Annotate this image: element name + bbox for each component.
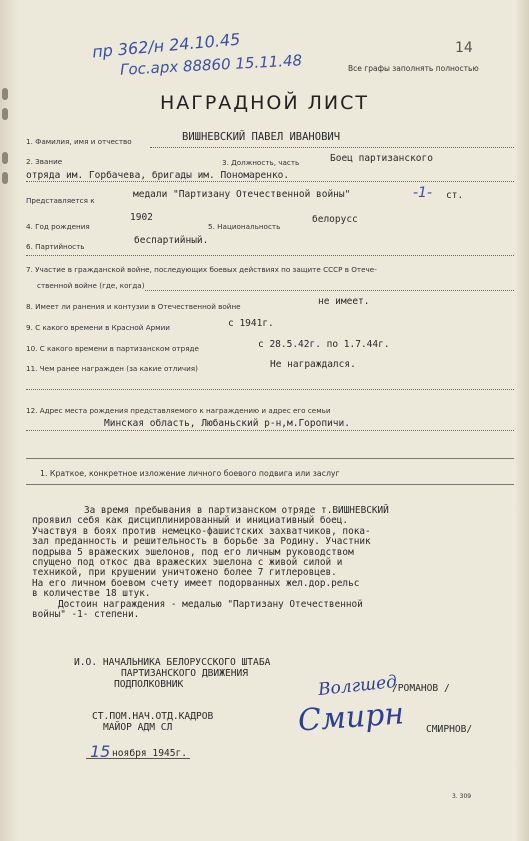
- fill-note: Все графы заполнять полностью: [348, 64, 479, 73]
- party-label: 6. Партийность: [26, 242, 85, 251]
- civil-war-label-1: 7. Участие в гражданской войне, последующих боевых действиях по защите СССР в Отече-: [26, 265, 377, 274]
- text-line: За время пребывания в партизанском отряде т.ВИШНЕВСКИЙ: [84, 505, 389, 516]
- address-value: Минская область, Любаньский р-н,м.Горопичи.: [104, 418, 350, 429]
- page-number: 14: [455, 40, 473, 56]
- wounds-label: 8. Имеет ли ранения и контузии в Отечественной войне: [26, 302, 241, 311]
- dotted-rule: [26, 255, 514, 256]
- presented-label: Представляется к: [26, 196, 95, 205]
- date-day-hand: 15: [90, 742, 111, 761]
- address-label: 12. Адрес места рождения представляемого к награждению и адрес его семьи: [26, 406, 331, 415]
- date-rest: ноября 1945г.: [112, 748, 188, 759]
- signature-romanov: Волгшед: [317, 671, 398, 701]
- section1-text: [32, 505, 504, 621]
- text-line: проявил себя как дисциплинированный и инициативный боец.: [32, 515, 349, 527]
- presented-degree-hand: -1-: [413, 185, 433, 201]
- text-line: На его личном боевом счету имеет подорванных жел.дор.рельс: [32, 577, 360, 589]
- position-label: 3. Должность, часть: [222, 158, 300, 167]
- signature-smirnov: Смирн: [296, 696, 406, 739]
- section-divider-bottom: [26, 484, 514, 485]
- partisan-label: 10. С какого времени в партизанском отряде: [26, 344, 199, 353]
- text-line: Участвуя в боях против немецко-фашистских захватчиков, пока-: [32, 525, 371, 537]
- name-label: 1. Фамилия, имя и отчество: [26, 137, 132, 146]
- signer1-title-line2: ПАРТИЗАНСКОГО ДВИЖЕНИЯ: [121, 668, 249, 679]
- section-divider-top: [26, 458, 514, 459]
- presented-value: медали "Партизану Отечественной войны": [133, 189, 351, 200]
- army-value: с 1941г.: [228, 318, 274, 329]
- dotted-rule: [150, 147, 514, 148]
- archive-note-line1: пр 362/н 24.10.45: [91, 29, 241, 62]
- text-line: зал преданность и решительность в борьбе за Родину. Участник: [32, 536, 371, 548]
- text-line: спущено под откос два вражеских эшелона с живой силой и: [32, 557, 343, 569]
- awards-value: Не награждался.: [270, 359, 356, 370]
- nationality-value: белорусс: [312, 214, 358, 225]
- signer1-name: /РОМАНОВ /: [392, 683, 450, 694]
- signer1-rank: ПОДПОЛКОВНИК: [114, 679, 184, 690]
- form-number: 3. 309: [452, 793, 472, 800]
- wounds-value: не имеет.: [318, 296, 370, 307]
- text-line: войны" -1- степени.: [32, 609, 140, 621]
- binder-hole: [2, 172, 8, 184]
- nationality-label: 5. Национальность: [208, 222, 281, 231]
- army-label: 9. С какого времени в Красной Армии: [26, 323, 170, 332]
- date-underline: [86, 758, 190, 759]
- dotted-rule: [145, 290, 514, 291]
- birth-label: 4. Год рождения: [26, 222, 90, 231]
- birth-value: 1902: [130, 212, 153, 223]
- partisan-value: с 28.5.42г. по 1.7.44г.: [258, 339, 390, 350]
- text-line: Достоин награждения - медалью "Партизану Отечественной: [58, 598, 363, 610]
- presented-suffix: ст.: [446, 190, 464, 201]
- signer2-title: СТ.ПОМ.НАЧ.ОТД.КАДРОВ: [92, 711, 214, 722]
- dotted-rule: [26, 181, 514, 182]
- dotted-rule: [26, 389, 514, 390]
- document-title: НАГРАДНОЙ ЛИСТ: [159, 92, 370, 114]
- party-value: беспартийный.: [134, 235, 209, 246]
- position-value-1: Боец партизанского: [330, 153, 433, 164]
- position-value-2: отряда им. Горбачева, бригады им. Пономаренко.: [26, 170, 290, 181]
- awards-label: 11. Чем ранее награжден (за какие отличия): [26, 364, 198, 373]
- name-value: ВИШНЕВСКИЙ ПАВЕЛ ИВАНОВИЧ: [182, 131, 341, 143]
- signer2-rank: МАЙОР АДМ СЛ: [103, 722, 173, 733]
- section1-heading: 1. Краткое, конкретное изложение личного боевого подвига или заслуг: [40, 469, 340, 478]
- binder-hole: [2, 152, 8, 164]
- archive-note-line2: Гос.арх 88860 15.11.48: [119, 51, 303, 79]
- text-line: техникой, при крушении уничтожено более 7 гитлеровцев.: [32, 567, 337, 579]
- signer2-name: СМИРНОВ/: [426, 724, 473, 735]
- text-line: подрыва 5 вражеских эшелонов, под его личным руководством: [32, 546, 354, 558]
- dotted-rule: [26, 430, 514, 431]
- civil-war-label-2: ственной войне (где, когда): [37, 281, 145, 290]
- rank-label: 2. Звание: [26, 157, 63, 166]
- signer1-title-line1: И.О. НАЧАЛЬНИКА БЕЛОРУССКОГО ШТАБА: [74, 657, 271, 668]
- text-line: в количестве 18 штук.: [32, 588, 151, 600]
